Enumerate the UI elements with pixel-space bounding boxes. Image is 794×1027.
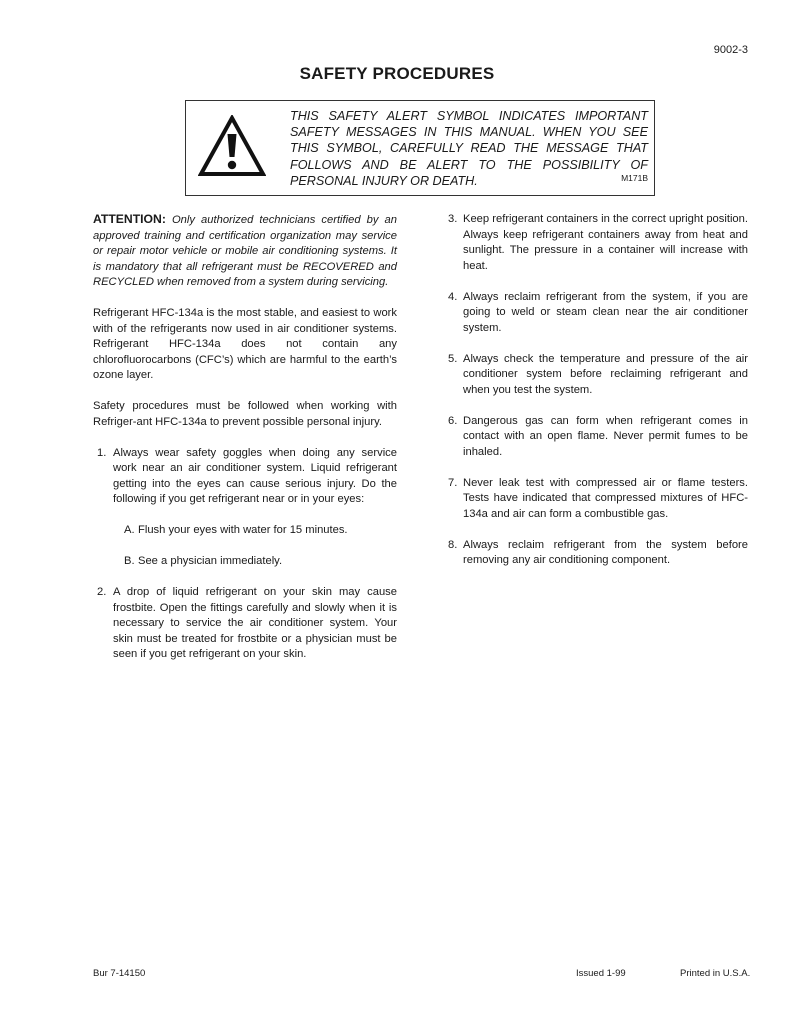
item-text: Dangerous gas can form when refrigerant comes in contact with an open flame. Never permit fumes to be inhaled. [463,414,748,458]
sub-item [93,523,397,539]
item-number: 6. [448,414,458,427]
attention-text: Only authorized technicians certified by an approved training and certification organization may service or repair motor vehicle or mobile air conditioning systems. It is mandatory that all refrigerant must be RECOVERED and RECYCLED when removed from a system during servicing. [93,214,397,288]
item-number: 8. [448,538,458,551]
alert-line: PERSONAL INJURY OR DEATH. [290,173,478,188]
alert-code: M171B [621,173,648,183]
alert-line: THIS SYMBOL, CAREFULLY READ THE MESSAGE THAT [290,141,648,156]
item-number: 4. [448,290,458,303]
left-column [93,212,397,678]
item-number: 2. [97,586,107,598]
item-text: Always check the temperature and pressure of the air conditioner system before reclaiming refrigerant and when you test the system. [463,352,748,396]
safety-alert-message [290,108,648,189]
alert-line: SAFETY MESSAGES IN THIS MANUAL. WHEN YOU SEE [290,125,648,140]
list-item [448,538,748,569]
item-text: Never leak test with compressed air or flame testers. Tests have indicated that compressed mixtures of HFC-134a and air can form a combustible gas. [463,476,748,520]
sub-item-text: See a physician immediately. [138,555,283,567]
list-item [448,414,748,461]
attention-label: ATTENTION: [93,212,166,226]
sub-item [93,554,397,570]
sub-item-text: Flush your eyes with water for 15 minutes. [138,524,348,536]
right-column [448,212,748,584]
sub-item-letter: A. [124,524,135,536]
item-number: 3. [448,213,458,225]
list-item [448,352,748,399]
page-title: SAFETY PROCEDURES [299,64,495,83]
item-number: 5. [448,352,458,365]
safety-alert-box [185,100,655,196]
list-item [448,290,748,337]
footer-document-number: Bur 7-14150 [93,968,146,979]
safety-paragraph: Safety procedures must be followed when working with Refriger-ant HFC-134a to prevent possible personal injury. [93,400,397,428]
refrigerant-paragraph: Refrigerant HFC-134a is the most stable, and easiest to work with of the refrigerants now used in air conditioner systems. Refrigerant HFC-134a does not contain any chlorofluorocarbons (CFC’s) which are harmful to the earth’s ozone layer. [93,307,397,381]
item-number: 1. [97,446,107,459]
page-number: 9002-3 [713,44,748,56]
sub-item-letter: B. [124,555,135,567]
item-text: Always reclaim refrigerant from the system before removing any air conditioning component. [463,538,748,566]
list-item [93,585,397,663]
footer-printed: Printed in U.S.A. [680,968,751,979]
warning-triangle-icon [198,115,266,177]
item-number: 7. [448,476,458,489]
list-item [448,212,748,274]
footer-issued: Issued 1-99 [576,968,626,979]
item-text: Always reclaim refrigerant from the system, if you are going to weld or steam clean near the air conditioner system. [463,290,748,334]
alert-line: THIS SAFETY ALERT SYMBOL INDICATES IMPORTANT [290,109,648,123]
attention-paragraph [93,212,397,291]
item-text: A drop of liquid refrigerant on your skin may cause frostbite. Open the fittings carefully and slowly when it is necessary to service the air conditioner system. Your skin must be treated for frostbite or a physician must be seen if you get refrigerant on your skin. [113,586,397,660]
list-item [93,446,397,508]
item-text: Always wear safety goggles when doing any service work near an air conditioner system. Liquid refrigerant getting into the eyes can cause serious injury. Do the following if you get refrigerant near or in your eyes: [113,446,397,505]
alert-line: FOLLOWS AND BE ALERT TO THE POSSIBILITY OF [290,157,648,172]
list-item [448,476,748,523]
item-text: Keep refrigerant containers in the correct upright position. Always keep refrigerant containers away from heat and sunlight. The pressure in a container will increase with heat. [463,213,748,272]
